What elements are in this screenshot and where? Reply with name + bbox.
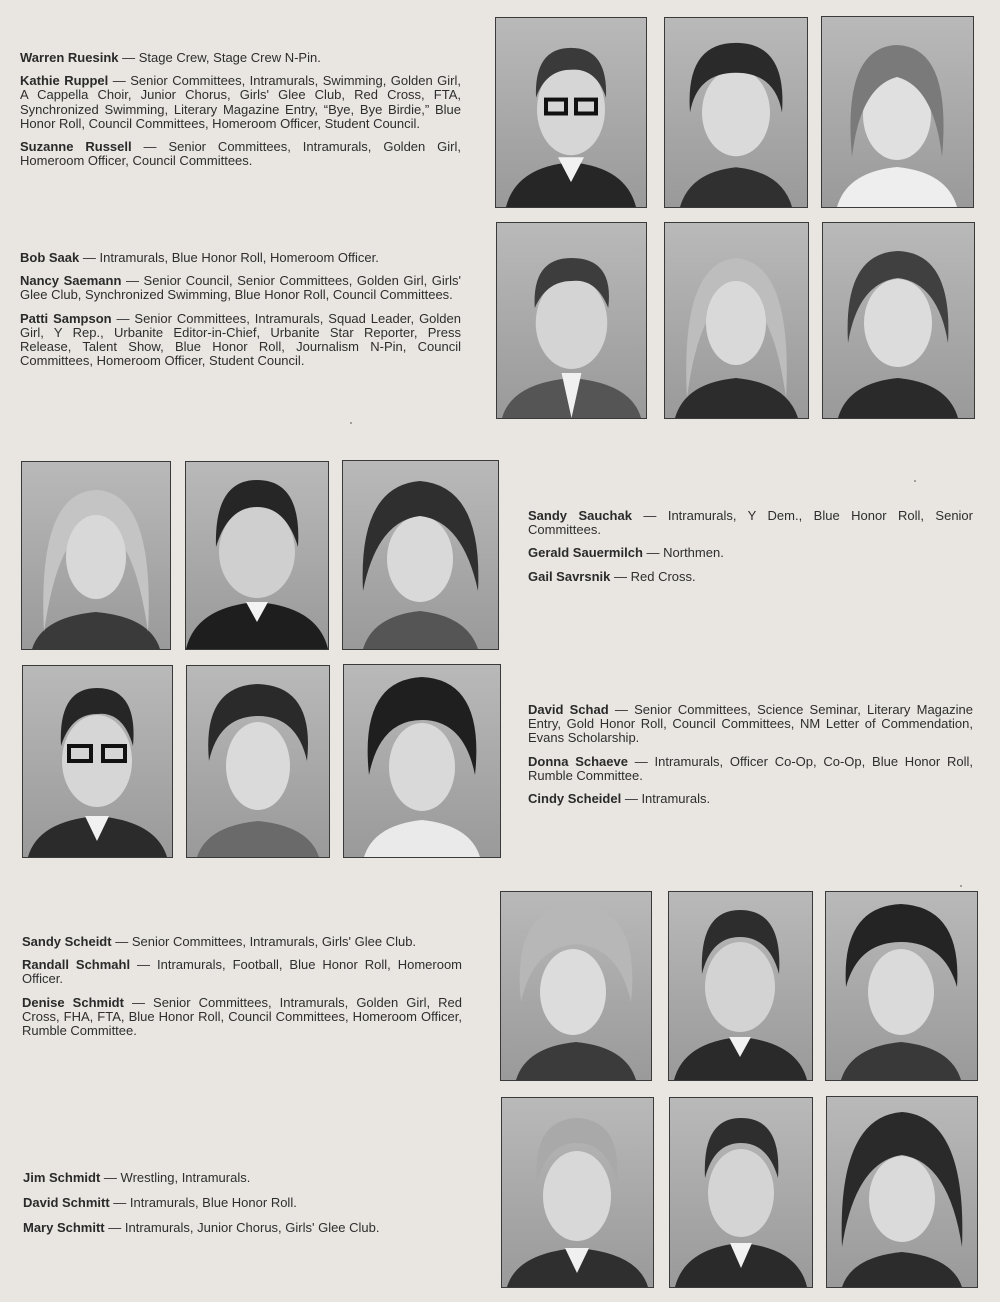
student-name: Warren Ruesink <box>20 50 119 65</box>
bio-group-2 <box>20 251 461 377</box>
name-separator: — <box>111 310 135 326</box>
bio-entry <box>20 140 461 168</box>
bio-entry <box>22 935 462 949</box>
dust-speck <box>960 885 962 887</box>
student-activities: Senior Committees, Intramurals, Swimming, Golden Girl, A Cappella Choir, Junior Chorus, Girls' Glee Club, Red Cross, FTA, Synchronized Swimming, Literary Magazine Entry, “Bye, Bye Birdie,” Blue Honor Roll, Council Committees, Homeroom Officer, Student Council. <box>20 73 461 131</box>
student-portrait <box>22 665 173 858</box>
name-separator: — <box>131 139 169 155</box>
bio-entry <box>22 996 462 1039</box>
student-name: Gerald Sauermilch <box>528 545 643 561</box>
student-name: David Schmitt <box>23 1195 110 1211</box>
student-portrait <box>21 461 171 650</box>
name-separator: — <box>100 1170 121 1185</box>
name-separator: — <box>118 50 139 65</box>
student-name: Sandy Scheidt <box>22 934 112 949</box>
bio-entry <box>23 1171 463 1185</box>
student-portrait <box>500 891 652 1081</box>
student-portrait <box>668 891 813 1081</box>
name-separator: — <box>104 1220 125 1236</box>
bio-entry <box>20 274 461 302</box>
name-separator: — <box>130 957 158 973</box>
bio-entry <box>20 251 461 265</box>
name-separator: — <box>111 934 132 949</box>
student-activities: Senior Committees, Science Seminar, Literary Magazine Entry, Gold Honor Roll, Council Committees, NM Letter of Commendation, Evans Scholarship. <box>528 702 973 746</box>
student-portrait <box>495 17 647 208</box>
name-separator: — <box>642 545 664 561</box>
bio-entry <box>20 312 461 369</box>
bio-group-3 <box>528 509 973 593</box>
student-activities: Wrestling, Intramurals. <box>120 1170 251 1185</box>
student-name: Bob Saak <box>20 250 80 265</box>
name-separator: — <box>123 994 154 1010</box>
name-separator: — <box>109 1195 130 1211</box>
student-name: Cindy Scheidel <box>528 791 622 807</box>
name-separator: — <box>79 250 100 265</box>
bio-entry <box>528 755 973 783</box>
student-portrait <box>825 891 978 1081</box>
student-activities: Intramurals. <box>641 791 711 807</box>
student-activities: Red Cross. <box>630 568 696 584</box>
student-name: Mary Schmitt <box>23 1220 105 1236</box>
name-separator: — <box>608 702 635 717</box>
student-name: David Schad <box>528 702 609 717</box>
student-activities: Senior Committees, Intramurals, Girls' Glee Club. <box>131 934 417 949</box>
bio-group-4 <box>528 703 973 815</box>
bio-entry <box>20 74 461 131</box>
student-name: Jim Schmidt <box>23 1170 101 1185</box>
bio-entry <box>528 703 973 746</box>
student-activities: Senior Committees, Intramurals, Golden Girl, Homeroom Officer, Council Committees. <box>20 139 461 169</box>
bio-group-5 <box>22 935 462 1047</box>
student-activities: Intramurals, Officer Co-Op, Co-Op, Blue Honor Roll, Rumble Committee. <box>528 753 973 783</box>
student-portrait <box>342 460 499 650</box>
student-portrait <box>185 461 329 650</box>
name-separator: — <box>610 568 631 584</box>
bio-entry <box>20 51 461 65</box>
student-portrait <box>496 222 647 419</box>
student-portrait <box>186 665 330 858</box>
bio-entry <box>528 570 973 584</box>
student-activities: Intramurals, Football, Blue Honor Roll, Homeroom Officer. <box>22 957 463 987</box>
name-separator: — <box>121 273 144 289</box>
bio-entry <box>528 546 973 560</box>
bio-group-6 <box>23 1171 463 1245</box>
student-portrait <box>501 1097 654 1288</box>
name-separator: — <box>627 753 655 769</box>
student-activities: Intramurals, Y Dem., Blue Honor Roll, Senior Committees. <box>528 508 973 538</box>
student-name: Patti Sampson <box>20 310 112 326</box>
student-activities: Senior Committees, Intramurals, Squad Leader, Golden Girl, Y Rep., Urbanite Editor-in-Chief, Urbanite Star Reporter, Press Release, Talent Show, Blue Honor Roll, Journalism N-Pin, Council Committees, Homeroom Officer, Student Council. <box>20 310 461 369</box>
student-portrait <box>343 664 501 858</box>
bio-entry <box>23 1221 463 1235</box>
student-activities: Senior Committees, Intramurals, Golden Girl, Red Cross, FHA, FTA, Blue Honor Roll, Council Committees, Homeroom Officer, Rumble Committee. <box>22 994 462 1039</box>
name-separator: — <box>621 791 642 807</box>
dust-speck <box>914 480 916 482</box>
bio-group-1 <box>20 51 461 177</box>
student-name: Suzanne Russell <box>20 139 132 155</box>
student-portrait <box>826 1096 978 1288</box>
dust-speck <box>350 422 352 424</box>
student-name: Donna Schaeve <box>528 753 628 769</box>
bio-entry <box>528 509 973 537</box>
student-portrait <box>822 222 975 419</box>
student-portrait <box>664 222 809 419</box>
bio-entry <box>528 792 973 806</box>
student-activities: Intramurals, Blue Honor Roll, Homeroom Officer. <box>99 250 379 265</box>
name-separator: — <box>108 73 131 89</box>
name-separator: — <box>631 508 668 523</box>
student-portrait <box>669 1097 813 1288</box>
student-name: Denise Schmidt <box>22 994 124 1010</box>
student-activities: Intramurals, Junior Chorus, Girls' Glee Club. <box>124 1220 380 1236</box>
student-portrait <box>821 16 974 208</box>
student-activities: Intramurals, Blue Honor Roll. <box>129 1195 297 1211</box>
student-name: Randall Schmahl <box>22 957 131 973</box>
bio-entry <box>23 1196 463 1210</box>
student-name: Kathie Ruppel <box>20 73 109 89</box>
student-portrait <box>664 17 808 208</box>
student-activities: Stage Crew, Stage Crew N-Pin. <box>138 50 321 65</box>
student-name: Nancy Saemann <box>20 273 122 289</box>
student-name: Sandy Sauchak <box>528 508 632 523</box>
student-name: Gail Savrsnik <box>528 568 611 584</box>
student-activities: Senior Council, Senior Committees, Golden Girl, Girls' Glee Club, Synchronized Swimming, Blue Honor Roll, Council Committees. <box>20 273 461 303</box>
bio-entry <box>22 958 462 986</box>
student-activities: Northmen. <box>663 545 724 561</box>
